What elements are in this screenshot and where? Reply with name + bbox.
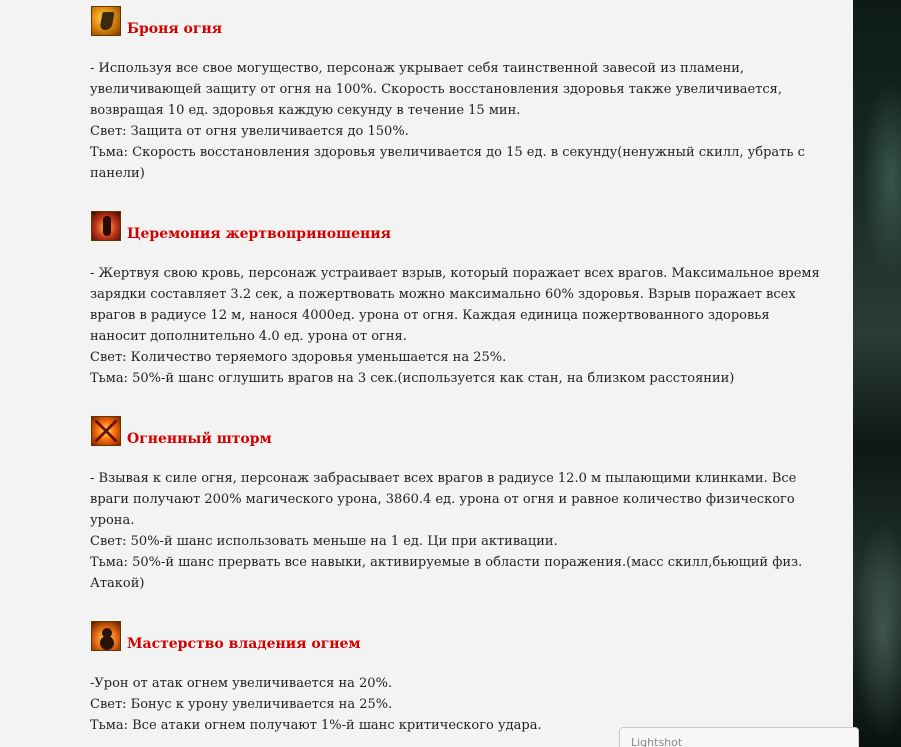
skill-title: Мастерство владения огнем <box>127 636 361 652</box>
fire-mastery-icon <box>91 621 121 651</box>
skill-header <box>90 211 840 243</box>
skill-description <box>90 263 840 389</box>
description-line: -Урон от атак огнем увеличивается на 20%. <box>90 676 393 691</box>
description-line: Свет: Количество теряемого здоровья уменьшается на 25%. <box>90 350 507 365</box>
skill-header <box>90 621 840 653</box>
skill-description <box>90 58 840 184</box>
skill-fire-armor <box>90 6 840 184</box>
description-line: Тьма: 50%-й шанс оглушить врагов на 3 сек.(используется как стан, на близком расстоянии) <box>90 371 735 386</box>
description-line: врагов в радиусе 12 м, нанося 4000ед. урона от огня. Каждая единица пожертвованного здоровья <box>90 308 770 323</box>
description-line: Свет: Бонус к урону увеличивается на 25%. <box>90 697 393 712</box>
description-line: возвращая 10 ед. здоровья каждую секунду в течение 15 мин. <box>90 103 521 118</box>
description-line: урона. <box>90 513 135 528</box>
skill-title: Броня огня <box>127 21 223 37</box>
lightshot-panel[interactable] <box>619 727 859 747</box>
fire-storm-icon <box>91 416 121 446</box>
description-line: - Используя все свое могущество, персонаж укрывает себя таинственной завесой из пламени, <box>90 61 745 76</box>
description-line: Тьма: 50%-й шанс прервать все навыки, активируемые в области поражения.(масс скилл,бьющий физ. <box>90 555 803 570</box>
description-line: Тьма: Все атаки огнем получают 1%-й шанс критического удара. <box>90 718 542 733</box>
description-line: - Жертвуя свою кровь, персонаж устраивает взрыв, который поражает всех врагов. Максимальное время <box>90 266 820 281</box>
background-art <box>853 0 901 747</box>
skill-fire-mastery <box>90 621 840 736</box>
sacrifice-ceremony-icon <box>91 211 121 241</box>
description-line: наносит дополнительно 4.0 ед. урона от огня. <box>90 329 407 344</box>
description-line: Свет: 50%-й шанс использовать меньше на 1 ед. Ци при активации. <box>90 534 558 549</box>
description-line: увеличивающей защиту от огня на 100%. Скорость восстановления здоровья также увеличивается, <box>90 82 783 97</box>
description-line: Свет: Защита от огня увеличивается до 150%. <box>90 124 409 139</box>
description-line: Тьма: Скорость восстановления здоровья увеличивается до 15 ед. в секунду(ненужный скилл, убрать с <box>90 145 805 160</box>
description-line: зарядки составляет 3.2 сек, а пожертвовать можно максимально 60% здоровья. Взрыв поражает всех <box>90 287 796 302</box>
skill-description <box>90 468 840 594</box>
description-line: - Взывая к силе огня, персонаж забрасывает всех врагов в радиусе 12.0 м пылающими клинками. Все <box>90 471 797 486</box>
lightshot-label: Lightshot <box>631 736 683 747</box>
description-line: враги получают 200% магического урона, 3860.4 ед. урона от огня и равное количество физического <box>90 492 795 507</box>
skill-title: Огненный шторм <box>127 431 272 447</box>
skill-fire-storm <box>90 416 840 594</box>
description-line: Атакой) <box>90 576 145 591</box>
skill-header <box>90 6 840 38</box>
description-line: панели) <box>90 166 145 181</box>
fire-armor-icon <box>91 6 121 36</box>
skill-header <box>90 416 840 448</box>
skill-title: Церемония жертвоприношения <box>127 226 391 242</box>
skill-sacrifice-ceremony <box>90 211 840 389</box>
